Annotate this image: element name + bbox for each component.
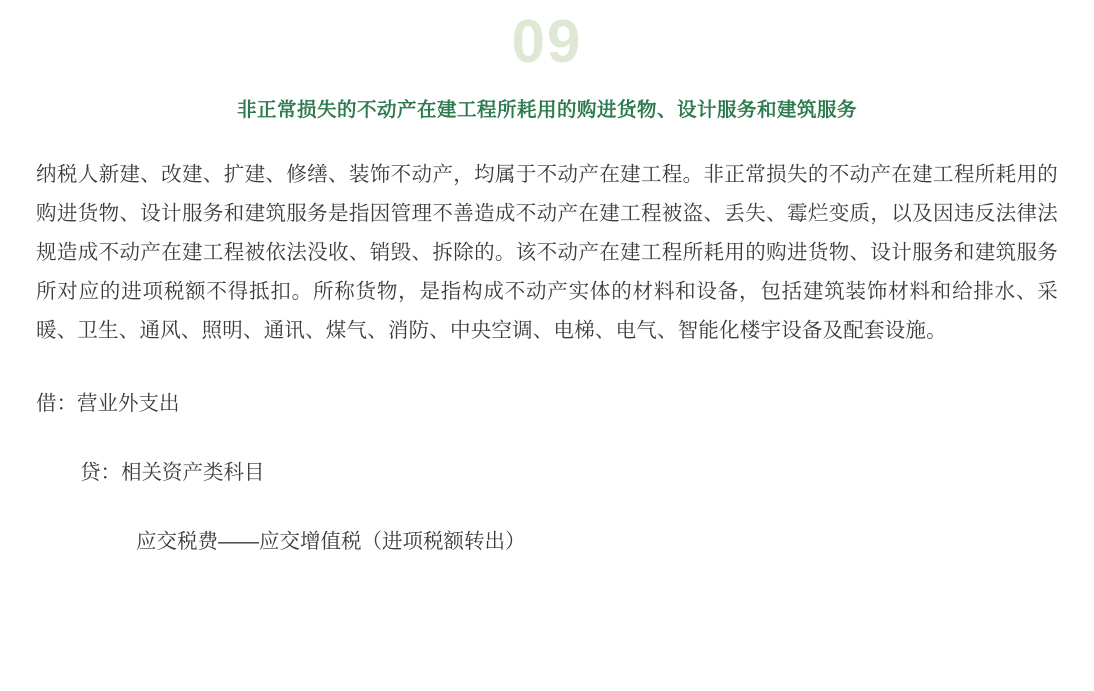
journal-entry-credit-tax: 应交税费——应交增值税（进项税额转出） [136,530,526,553]
journal-entry-debit: 借：营业外支出 [36,392,180,415]
journal-entry-credit: 贷：相关资产类科目 [80,461,265,484]
section-number-watermark: 09 [511,8,583,75]
body-paragraph: 纳税人新建、改建、扩建、修缮、装饰不动产，均属于不动产在建工程。非正常损失的不动产在建工程所耗用的购进货物、设计服务和建筑服务是指因管理不善造成不动产在建工程被盗、丢失、霉烂变质，以及因违反法律法规造成不动产在建工程被依法没收、销毁、拆除的。该不动产在建工程所耗用的购进货物、设计服务和建筑服务所对应的进项税额不得抵扣。所称货物，是指构成不动产实体的材料和设备，包括建筑装饰材料和给排水、采暖、卫生、通风、照明、通讯、煤气、消防、中央空调、电梯、电气、智能化楼宇设备及配套设施。 [36,163,1058,342]
page-title: 非正常损失的不动产在建工程所耗用的购进货物、设计服务和建筑服务 [236,99,857,122]
body-content [36,155,1058,561]
